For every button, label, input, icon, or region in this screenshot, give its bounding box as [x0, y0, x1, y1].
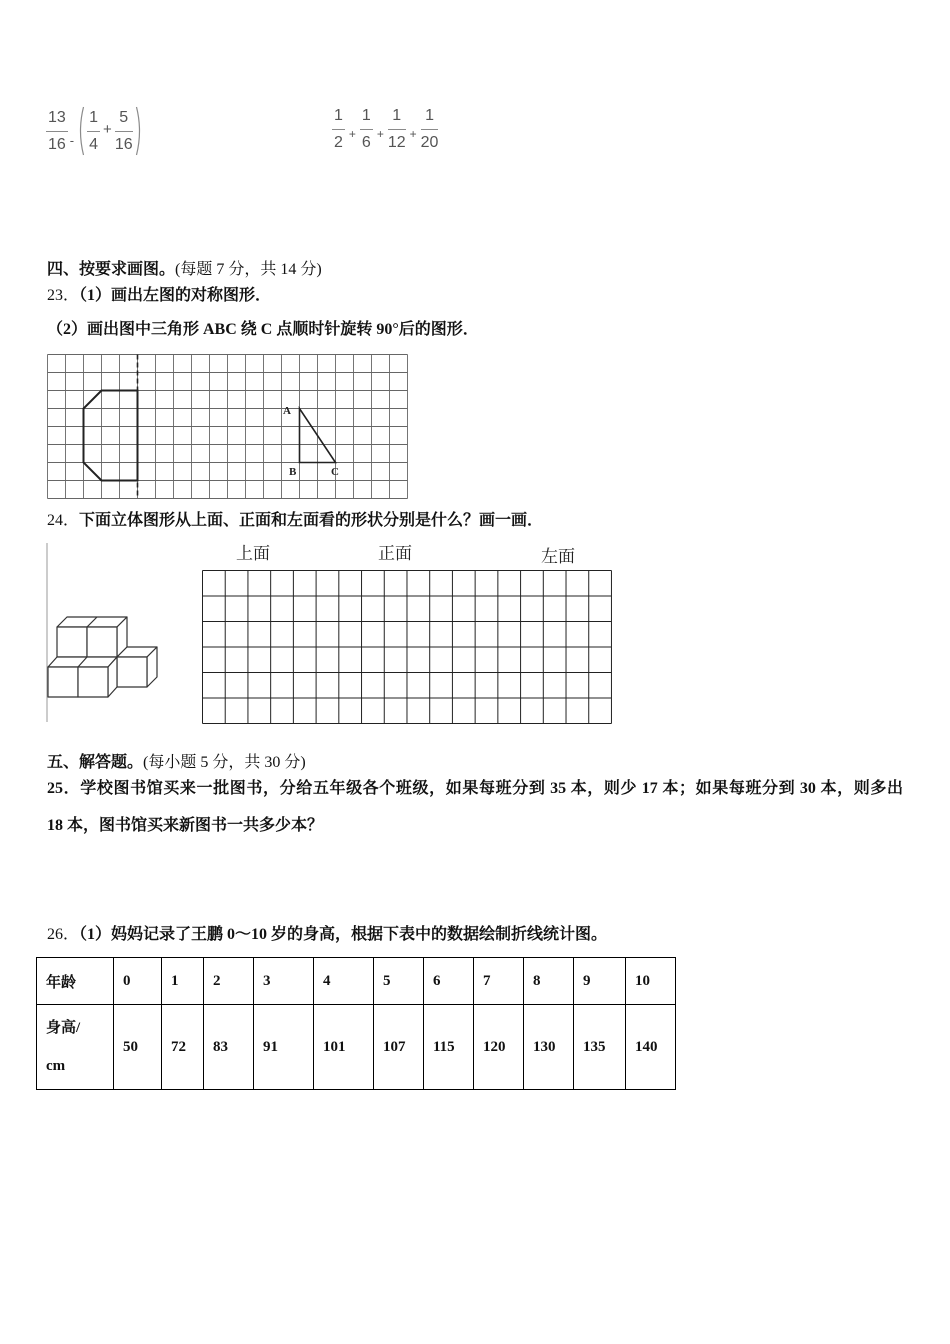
numerator: 5: [115, 108, 133, 132]
upper-cube-1-front: [57, 627, 87, 657]
height-label-line-2: cm: [46, 1058, 66, 1074]
section-5-score: (每小题 5 分，共 30 分): [143, 754, 306, 771]
question-23-part-1: [47, 286, 271, 306]
table-cell-age: 1: [162, 958, 204, 1005]
fraction-13-16: [46, 108, 68, 154]
expression-left: [46, 106, 145, 156]
front-cube-1-front: [48, 667, 78, 697]
numerator: 1: [421, 106, 439, 130]
question-text: （1）妈妈记录了王鹏 0～10 岁的身高，根据下表中的数据绘制折线统计图。: [79, 926, 608, 943]
view-label-top: 上面: [236, 544, 270, 563]
plus-sign: +: [376, 127, 384, 141]
table-cell-height: 107: [374, 1005, 424, 1090]
question-23-part-2: [47, 320, 479, 340]
table-cell-height: 130: [524, 1005, 574, 1090]
numerator: 13: [46, 108, 68, 132]
fraction-1-2: [332, 106, 345, 152]
numerator: 1: [332, 106, 345, 130]
question-25-line-2: [47, 816, 323, 836]
denominator: 16: [48, 136, 66, 153]
table-cell-height: 72: [162, 1005, 204, 1090]
question-number: 23．: [47, 287, 80, 304]
fraction-5-16: [115, 108, 133, 154]
table-cell-height: 140: [626, 1005, 676, 1090]
table-cell-age: 4: [314, 958, 374, 1005]
table-cell-age: 6: [424, 958, 474, 1005]
table-cell-age: 0: [114, 958, 162, 1005]
fraction-1-4: [87, 108, 100, 154]
question-24: [47, 511, 543, 531]
minus-sign: -: [69, 132, 75, 148]
vertex-label-b: B: [289, 466, 297, 478]
denominator: 4: [89, 136, 99, 153]
table-cell-height: 120: [474, 1005, 524, 1090]
numerator: 1: [360, 106, 373, 130]
denominator: 2: [334, 134, 343, 151]
table-row-age: [37, 958, 676, 1005]
table-cell-age: 8: [524, 958, 574, 1005]
plus-sign: +: [409, 127, 417, 141]
height-label-line-1: 身高/: [46, 1020, 81, 1036]
view-label-front: 正面: [378, 544, 412, 563]
table-cell-age: 3: [254, 958, 314, 1005]
table-cell-height: 135: [574, 1005, 626, 1090]
question-text: （2）画出图中三角形 ABC 绕 C 点顺时针旋转 90°后的图形．: [47, 321, 479, 338]
section-4-title: 四、按要求画图。: [47, 261, 176, 278]
question-text-continued: 18 本，图书馆买来新图书一共多少本？: [47, 817, 324, 834]
question-number: 24．: [47, 512, 80, 529]
right-parenthesis-icon: [135, 106, 143, 156]
question-number: 26．: [47, 926, 80, 943]
table-cell-age: 7: [474, 958, 524, 1005]
table-row-height: [37, 1005, 676, 1090]
age-height-table: [36, 957, 676, 1090]
right-cube-front: [117, 657, 147, 687]
left-parenthesis-icon: [77, 106, 85, 156]
upper-cube-2-front: [87, 627, 117, 657]
table-cell-age: 2: [204, 958, 254, 1005]
table-cell-height: 50: [114, 1005, 162, 1090]
grid-lines: [203, 571, 612, 724]
half-octagon-shape: [84, 391, 138, 481]
three-views-drawing-grid: [202, 570, 613, 725]
table-cell-age: 5: [374, 958, 424, 1005]
grid-lines: [48, 355, 408, 499]
denominator: 6: [361, 134, 371, 151]
denominator: 16: [114, 136, 133, 153]
section-5-title: 五、解答题。: [47, 754, 144, 771]
fraction-1-20: [421, 106, 439, 152]
denominator: 20: [420, 134, 439, 151]
table-cell-height: 91: [254, 1005, 314, 1090]
fraction-1-6: [360, 106, 373, 152]
question-text: 下面立体图形从上面、正面和左面看的形状分别是什么？画一画．: [79, 512, 544, 529]
table-cell-height: 101: [314, 1005, 374, 1090]
table-header-age: 年龄: [37, 958, 114, 1005]
table-cell-age: 10: [626, 958, 676, 1005]
section-4-heading: [47, 260, 322, 280]
numerator: 1: [87, 108, 100, 132]
section-5-heading: [47, 753, 306, 773]
front-cube-2-front: [78, 667, 108, 697]
table-cell-height: 83: [204, 1005, 254, 1090]
plus-sign: +: [348, 127, 356, 141]
vertex-label-a: A: [283, 405, 291, 417]
vertex-label-c: C: [331, 466, 339, 478]
question-text: （1）画出左图的对称图形．: [79, 287, 272, 304]
question-25-line-1: [47, 779, 903, 799]
question-26: [47, 925, 607, 945]
numerator: 1: [388, 106, 406, 130]
section-4-score: (每题 7 分，共 14 分): [175, 261, 322, 278]
view-label-left: 左面: [541, 547, 575, 566]
table-header-height: [37, 1005, 114, 1090]
table-cell-age: 9: [574, 958, 626, 1005]
question-text: 学校图书馆买来一批图书，分给五年级各个班级，如果每班分到 35 本，则少 17 本；如果每班分到 30 本，则多出: [80, 780, 903, 797]
plus-sign: +: [103, 120, 112, 138]
fraction-1-12: [388, 106, 406, 152]
question-number: 25．: [47, 780, 81, 797]
expression-right: [332, 106, 438, 152]
symmetry-rotation-grid: [47, 354, 409, 500]
stacked-cubes-figure: [45, 541, 165, 726]
denominator: 12: [387, 134, 406, 151]
table-cell-height: 115: [424, 1005, 474, 1090]
